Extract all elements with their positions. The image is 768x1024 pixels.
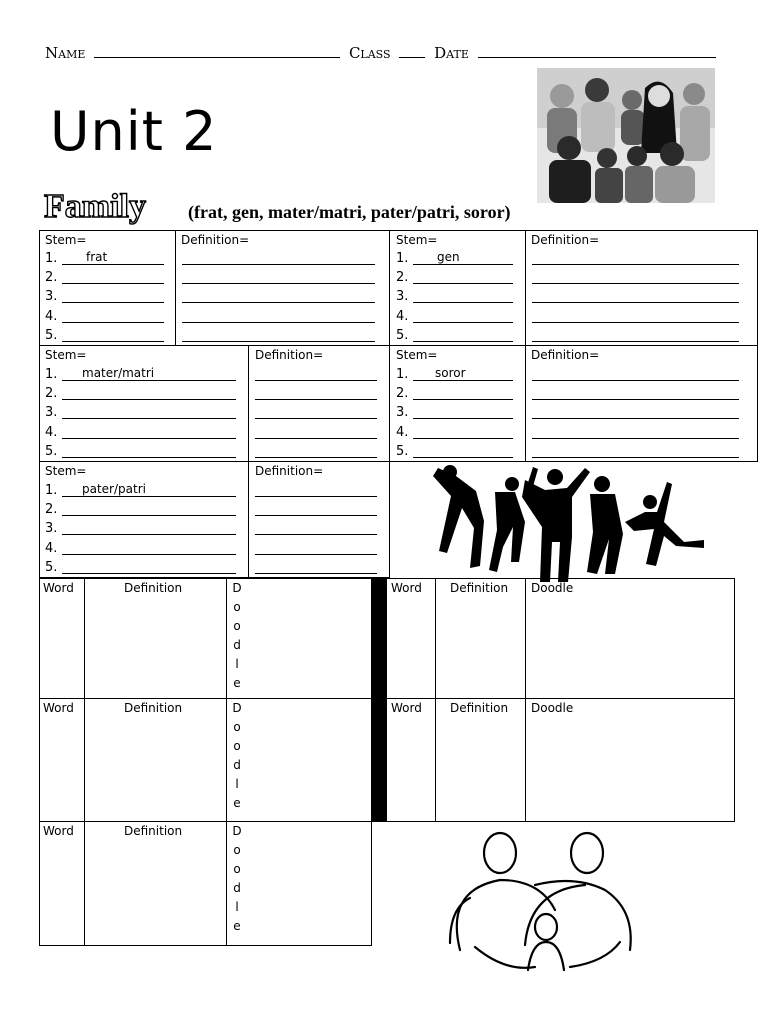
definition-label: Definition= — [181, 233, 250, 247]
definition-frat-box — [175, 230, 390, 346]
definition-answer-line[interactable] — [532, 399, 739, 400]
row-number: 1. — [396, 367, 409, 382]
stem-label: Stem= — [396, 233, 438, 247]
stem-soror-row — [396, 367, 513, 385]
doodle-letter: l — [235, 900, 239, 914]
name-field[interactable] — [94, 45, 340, 58]
definition-answer-line[interactable] — [532, 302, 739, 303]
stem-mater-row — [45, 444, 236, 462]
stem-frat-row — [45, 270, 164, 288]
definition-label: Definition — [124, 824, 183, 838]
stem-answer-line[interactable] — [413, 302, 513, 303]
row-number: 2. — [45, 270, 58, 286]
stem-gen-row — [396, 251, 513, 269]
name-class-date-line — [45, 44, 720, 62]
definition-answer-line[interactable] — [255, 380, 377, 381]
stem-gen-row — [396, 289, 513, 307]
doodle-letter: o — [233, 843, 241, 857]
definition-label: Definition= — [255, 464, 324, 478]
row-number: 3. — [396, 289, 409, 305]
word-label: Word — [391, 581, 422, 595]
row-number: 4. — [45, 540, 58, 556]
row-number: 3. — [45, 405, 58, 421]
definition-answer-line[interactable] — [532, 438, 739, 439]
definition-answer-line[interactable] — [532, 418, 739, 419]
stem-frat-row — [45, 289, 164, 307]
definition-label: Definition= — [531, 233, 600, 247]
definition-answer-line[interactable] — [255, 418, 377, 419]
stem-mater-row — [45, 405, 236, 423]
definition-mater-box — [248, 345, 390, 462]
word-label: Word — [391, 701, 422, 715]
stem-gen-row — [396, 270, 513, 288]
doodle-cell[interactable] — [226, 698, 372, 822]
stem-answer-line[interactable] — [413, 438, 513, 439]
stem-answer-line[interactable] — [62, 496, 236, 497]
doodle-letter: d — [233, 638, 241, 652]
row-number: 2. — [396, 270, 409, 286]
doodle-cell[interactable] — [226, 821, 372, 946]
definition-answer-line[interactable] — [182, 302, 375, 303]
page-title: Unit 2 — [50, 100, 218, 163]
row-number: 5. — [45, 559, 58, 575]
definition-gen-box — [525, 230, 758, 346]
stem-mater-value: mater/matri — [82, 366, 155, 380]
doodle-vertical-label — [231, 822, 243, 936]
stem-mater-row — [45, 425, 236, 443]
row-number: 5. — [45, 327, 58, 343]
definition-answer-line[interactable] — [532, 380, 739, 381]
stem-answer-line[interactable] — [413, 322, 513, 323]
definition-answer-line[interactable] — [255, 534, 377, 535]
stem-mater-row — [45, 367, 236, 385]
stem-answer-line[interactable] — [62, 283, 164, 284]
stem-frat-row — [45, 309, 164, 327]
word-label: Word — [43, 824, 74, 838]
row-number: 4. — [396, 308, 409, 324]
stem-label: Stem= — [45, 233, 87, 247]
doodle-letter: e — [233, 676, 241, 690]
jumping-people-silhouettes — [430, 462, 705, 587]
stem-answer-line[interactable] — [62, 438, 236, 439]
doodle-label: Doodle — [531, 701, 574, 715]
doodle-letter: l — [235, 657, 239, 671]
definition-label: Definition — [450, 581, 509, 595]
row-number: 4. — [396, 424, 409, 440]
definition-answer-line[interactable] — [255, 554, 377, 555]
definition-label: Definition — [124, 581, 183, 595]
definition-answer-line[interactable] — [255, 515, 377, 516]
definition-label: Definition — [450, 701, 509, 715]
stem-label: Stem= — [396, 348, 438, 362]
definition-answer-line[interactable] — [182, 322, 375, 323]
stem-gen-value: gen — [437, 250, 460, 264]
row-number: 2. — [45, 502, 58, 518]
doodle-vertical-label — [231, 579, 243, 693]
stem-pater-row — [45, 560, 236, 578]
family-heading: Family — [44, 188, 146, 225]
doodle-letter: o — [233, 720, 241, 734]
row-number: 5. — [45, 443, 58, 459]
stem-gen-row — [396, 328, 513, 346]
name-label: Name — [45, 44, 86, 62]
doodle-letter: o — [233, 600, 241, 614]
stem-answer-line[interactable] — [413, 457, 513, 458]
definition-answer-line[interactable] — [532, 283, 739, 284]
word-cell[interactable] — [386, 578, 436, 699]
stem-answer-line[interactable] — [413, 264, 513, 265]
definition-label: Definition= — [531, 348, 600, 362]
stem-soror-row — [396, 386, 513, 404]
word-cell[interactable] — [39, 578, 85, 699]
family-line-drawing-icon — [440, 825, 640, 977]
row-number: 1. — [45, 251, 58, 266]
stem-frat-row — [45, 251, 164, 269]
stem-pater-value: pater/patri — [82, 482, 146, 496]
stem-answer-line[interactable] — [62, 341, 164, 342]
doodle-letter: D — [232, 824, 242, 838]
word-cell[interactable] — [39, 698, 85, 822]
stem-answer-line[interactable] — [62, 302, 164, 303]
stem-gen-row — [396, 309, 513, 327]
row-number: 2. — [396, 386, 409, 402]
doodle-cell[interactable] — [226, 578, 372, 699]
doodle-cell[interactable] — [525, 578, 735, 699]
definition-answer-line[interactable] — [255, 399, 377, 400]
stem-soror-row — [396, 425, 513, 443]
stem-answer-line[interactable] — [62, 418, 236, 419]
word-label: Word — [43, 701, 74, 715]
word-label: Word — [43, 581, 74, 595]
definition-answer-line[interactable] — [532, 322, 739, 323]
stem-answer-line[interactable] — [62, 264, 164, 265]
doodle-letter: d — [233, 881, 241, 895]
doodle-letter: e — [233, 796, 241, 810]
definition-answer-line[interactable] — [182, 283, 375, 284]
family-photo — [537, 68, 715, 203]
doodle-letter: e — [233, 919, 241, 933]
row-number: 5. — [396, 327, 409, 343]
doodle-letter: D — [232, 701, 242, 715]
stem-answer-line[interactable] — [62, 534, 236, 535]
doodle-letter: o — [233, 619, 241, 633]
doodle-vertical-label — [231, 699, 243, 813]
stem-soror-row — [396, 444, 513, 462]
stem-answer-line[interactable] — [62, 554, 236, 555]
stem-answer-line[interactable] — [62, 515, 236, 516]
definition-answer-line[interactable] — [255, 438, 377, 439]
row-number: 3. — [45, 521, 58, 537]
class-label: Class — [348, 44, 391, 62]
class-field[interactable] — [399, 45, 425, 58]
definition-pater-box — [248, 461, 390, 578]
row-number: 5. — [396, 443, 409, 459]
word-cell[interactable] — [386, 698, 436, 822]
stem-pater-row — [45, 541, 236, 559]
row-number: 2. — [45, 386, 58, 402]
stem-answer-line[interactable] — [413, 341, 513, 342]
stem-label: Stem= — [45, 348, 87, 362]
stem-mater-row — [45, 386, 236, 404]
row-number: 1. — [396, 251, 409, 266]
definition-answer-line[interactable] — [255, 496, 377, 497]
definition-answer-line[interactable] — [255, 573, 377, 574]
doodle-letter: d — [233, 758, 241, 772]
date-field[interactable] — [478, 45, 716, 58]
definition-cell[interactable] — [435, 698, 526, 822]
stem-answer-line[interactable] — [413, 380, 513, 381]
stem-soror-row — [396, 405, 513, 423]
stem-frat-value: frat — [86, 250, 108, 264]
doodle-letter: D — [232, 581, 242, 595]
definition-label: Definition= — [255, 348, 324, 362]
definition-cell[interactable] — [84, 698, 227, 822]
definition-answer-line[interactable] — [182, 264, 375, 265]
stem-answer-line[interactable] — [62, 322, 164, 323]
row-number: 3. — [396, 405, 409, 421]
definition-cell[interactable] — [84, 578, 227, 699]
stem-label: Stem= — [45, 464, 87, 478]
row-number: 4. — [45, 308, 58, 324]
row-number: 3. — [45, 289, 58, 305]
doodle-cell[interactable] — [525, 698, 735, 822]
stem-pater-row — [45, 521, 236, 539]
definition-cell[interactable] — [435, 578, 526, 699]
row-number: 1. — [45, 367, 58, 382]
stem-frat-row — [45, 328, 164, 346]
definition-answer-line[interactable] — [532, 457, 739, 458]
doodle-letter: o — [233, 862, 241, 876]
row-number: 1. — [45, 483, 58, 498]
doodle-letter: l — [235, 777, 239, 791]
definition-answer-line[interactable] — [532, 264, 739, 265]
definition-soror-box — [525, 345, 758, 462]
stem-answer-line[interactable] — [62, 573, 236, 574]
stem-answer-line[interactable] — [62, 380, 236, 381]
stem-answer-line[interactable] — [62, 399, 236, 400]
definition-answer-line[interactable] — [182, 341, 375, 342]
word-cell[interactable] — [39, 821, 85, 946]
date-label: Date — [434, 44, 469, 62]
stems-list: (frat, gen, mater/matri, pater/patri, soror) — [188, 202, 511, 222]
doodle-label: Doodle — [531, 581, 574, 595]
column-divider-bar — [372, 578, 387, 822]
doodle-letter: o — [233, 739, 241, 753]
row-number: 4. — [45, 424, 58, 440]
definition-label: Definition — [124, 701, 183, 715]
stem-answer-line[interactable] — [413, 283, 513, 284]
stem-pater-row — [45, 483, 236, 501]
stem-answer-line[interactable] — [62, 457, 236, 458]
definition-cell[interactable] — [84, 821, 227, 946]
stem-answer-line[interactable] — [413, 399, 513, 400]
stem-answer-line[interactable] — [413, 418, 513, 419]
stem-soror-value: soror — [435, 366, 466, 380]
definition-answer-line[interactable] — [255, 457, 377, 458]
stem-pater-row — [45, 502, 236, 520]
definition-answer-line[interactable] — [532, 341, 739, 342]
